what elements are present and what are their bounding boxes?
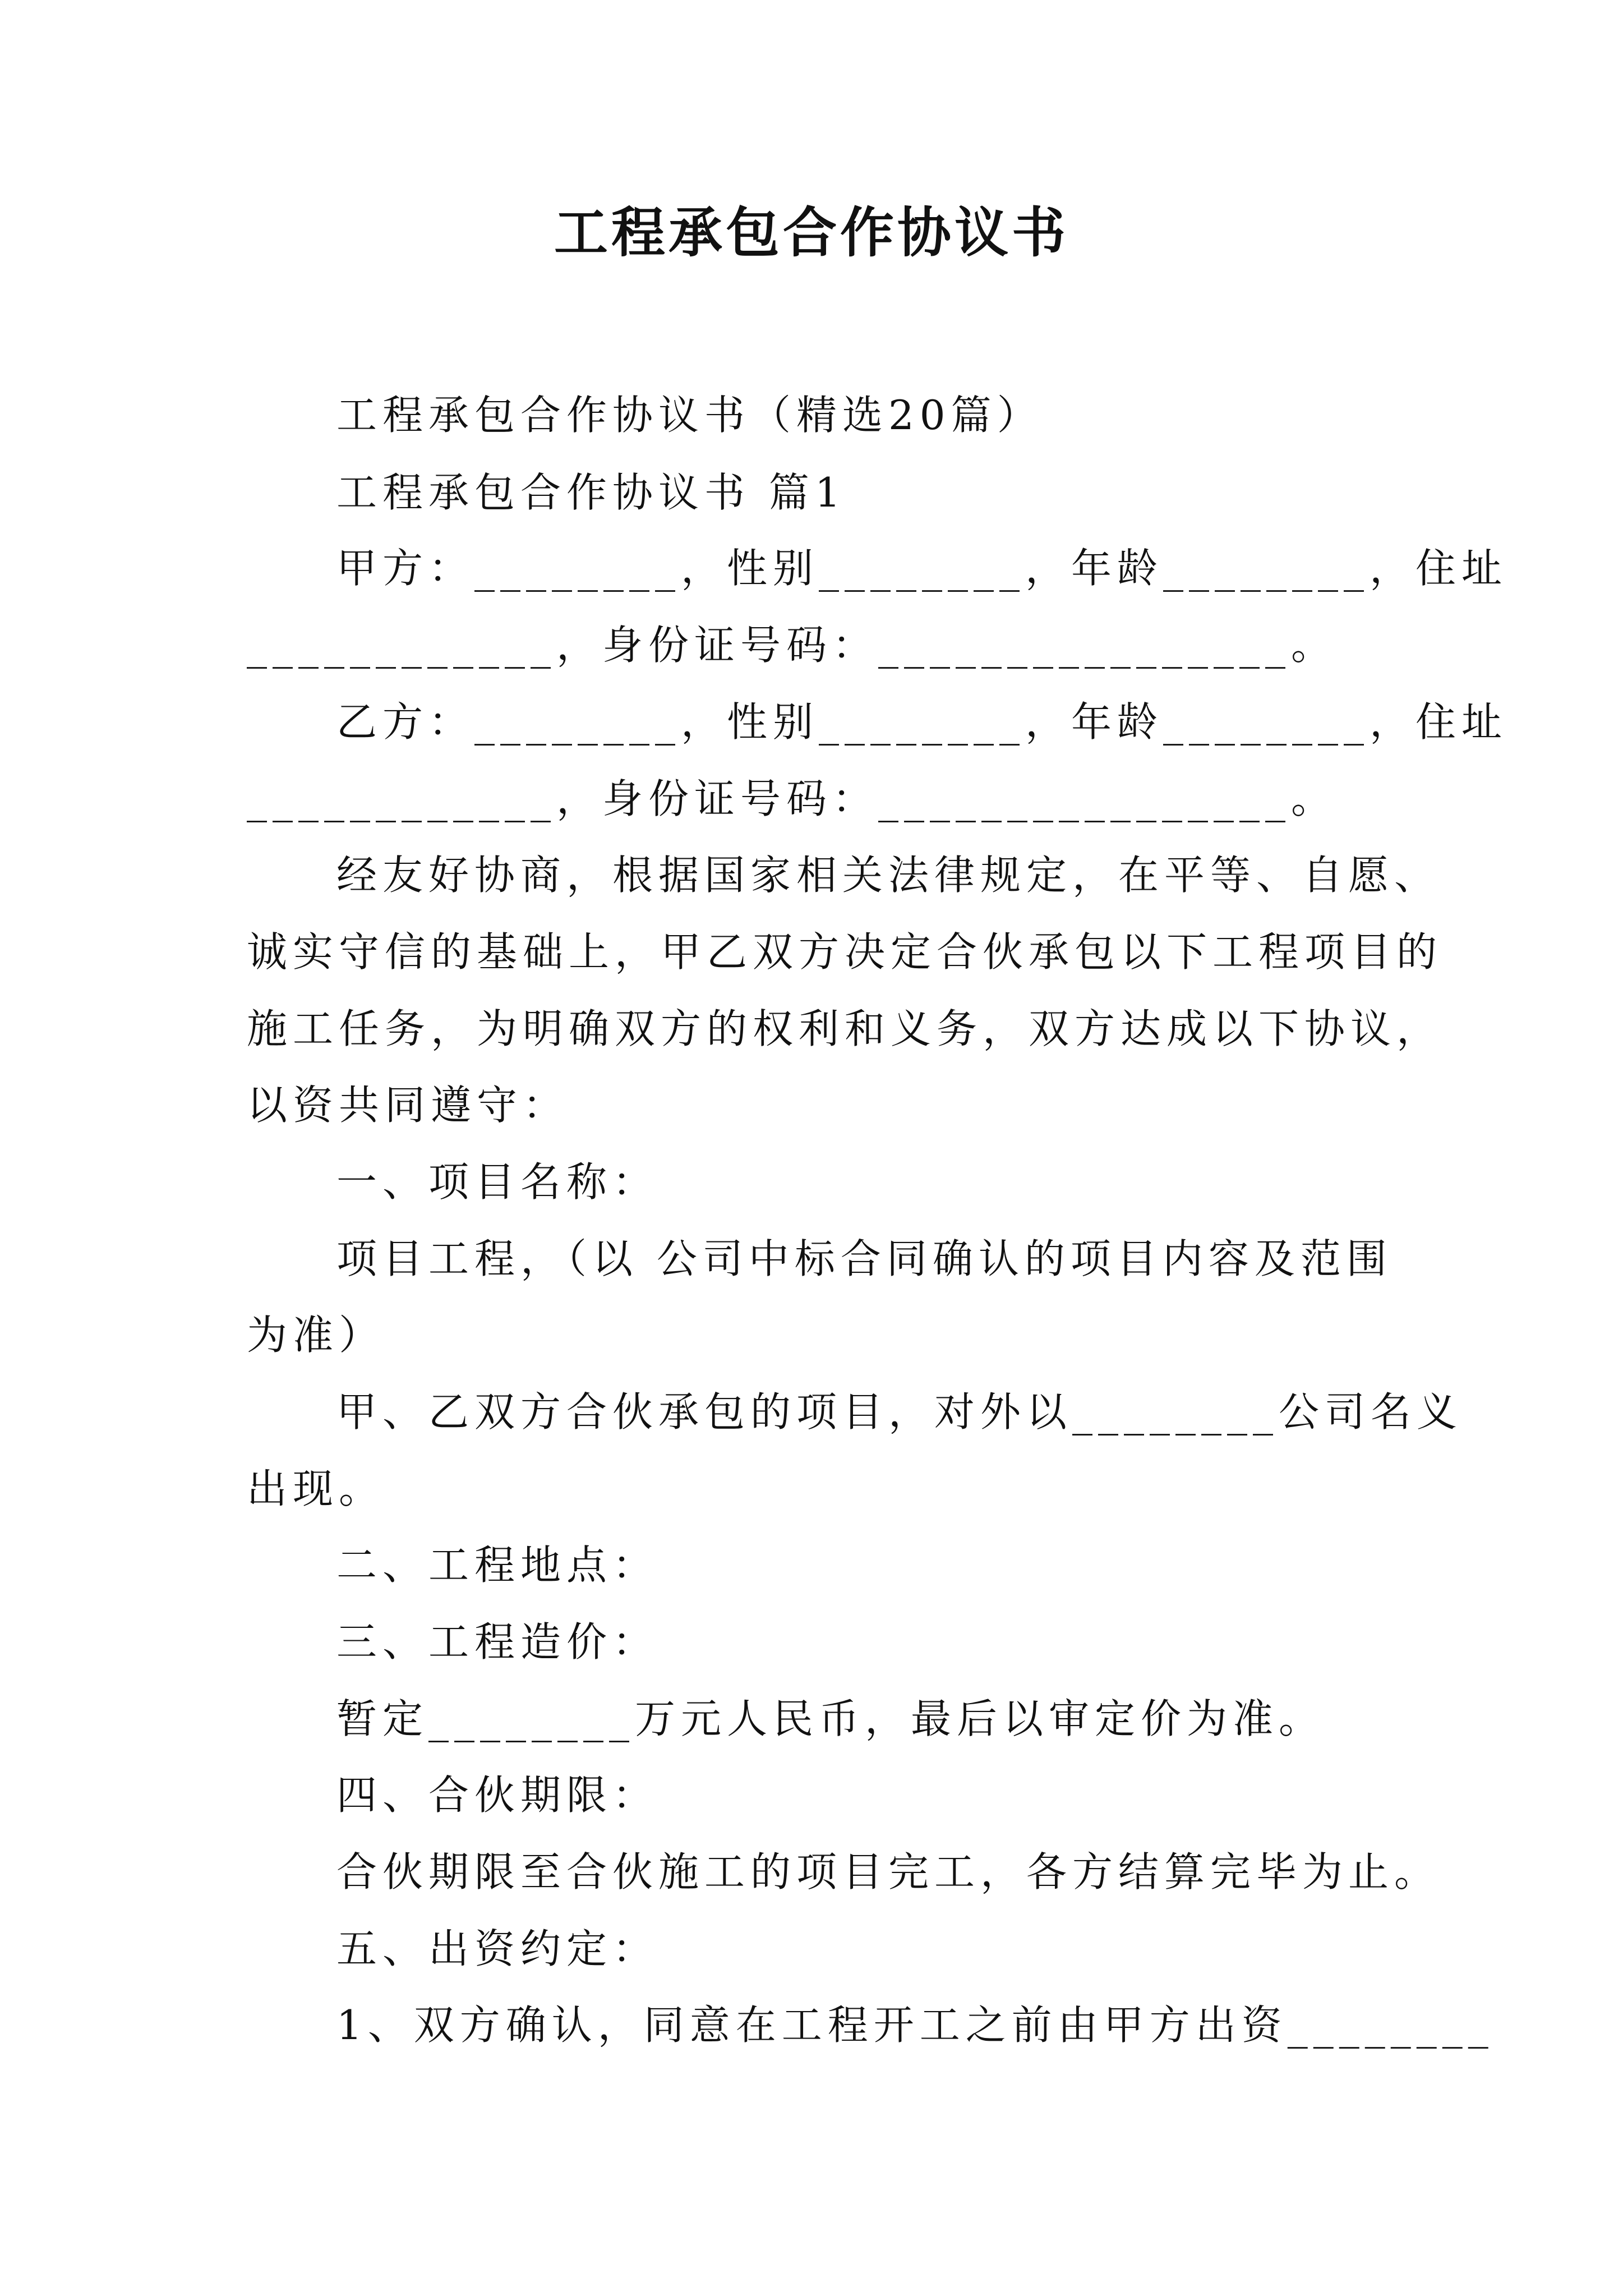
document-title: 工程承包合作协议书	[554, 201, 1069, 264]
preamble-line-3: 施工任务，为明确双方的权利和义务，双方达成以下协议，	[247, 1005, 1443, 1052]
section-5-heading: 五、出资约定：	[336, 1925, 659, 1972]
preamble-line-1: 经友好协商，根据国家相关法律规定，在平等、自愿、	[336, 852, 1441, 899]
party-a-line-1: 甲方：________，性别________，年龄________，住址	[336, 545, 1508, 592]
section-3-text: 暂定________万元人民币，最后以审定价为准。	[336, 1695, 1325, 1742]
party-b-line-2: ____________，身份证号码：________________。	[247, 775, 1338, 822]
section-4-heading: 四、合伙期限：	[336, 1772, 659, 1819]
section-1-text-3: 甲、乙双方合伙承包的项目，对外以________公司名义	[336, 1388, 1463, 1435]
section-5-item-1: 1、双方确认，同意在工程开工之前由甲方出资________	[336, 2001, 1494, 2049]
party-b-line-1: 乙方：________，性别________，年龄________，住址	[336, 698, 1508, 746]
section-1-text-4: 出现。	[247, 1465, 385, 1512]
section-3-heading: 三、工程造价：	[336, 1618, 659, 1665]
preamble-line-4: 以资共同遵守：	[247, 1082, 569, 1129]
party-a-line-2: ____________，身份证号码：________________。	[247, 622, 1338, 669]
section-4-text: 合伙期限至合伙施工的项目完工，各方结算完毕为止。	[336, 1848, 1441, 1895]
collection-heading: 工程承包合作协议书（精选20篇）	[336, 392, 1043, 439]
section-1-heading: 一、项目名称：	[336, 1158, 659, 1205]
section-1-text-2: 为准）	[247, 1312, 385, 1359]
section-1-text-1: 项目工程，（以 公司中标合同确认的项目内容及范围	[336, 1235, 1393, 1282]
preamble-line-2: 诚实守信的基础上，甲乙双方决定合伙承包以下工程项目的	[247, 928, 1443, 976]
article-heading: 工程承包合作协议书 篇1	[336, 469, 846, 516]
section-2-heading: 二、工程地点：	[336, 1542, 659, 1589]
